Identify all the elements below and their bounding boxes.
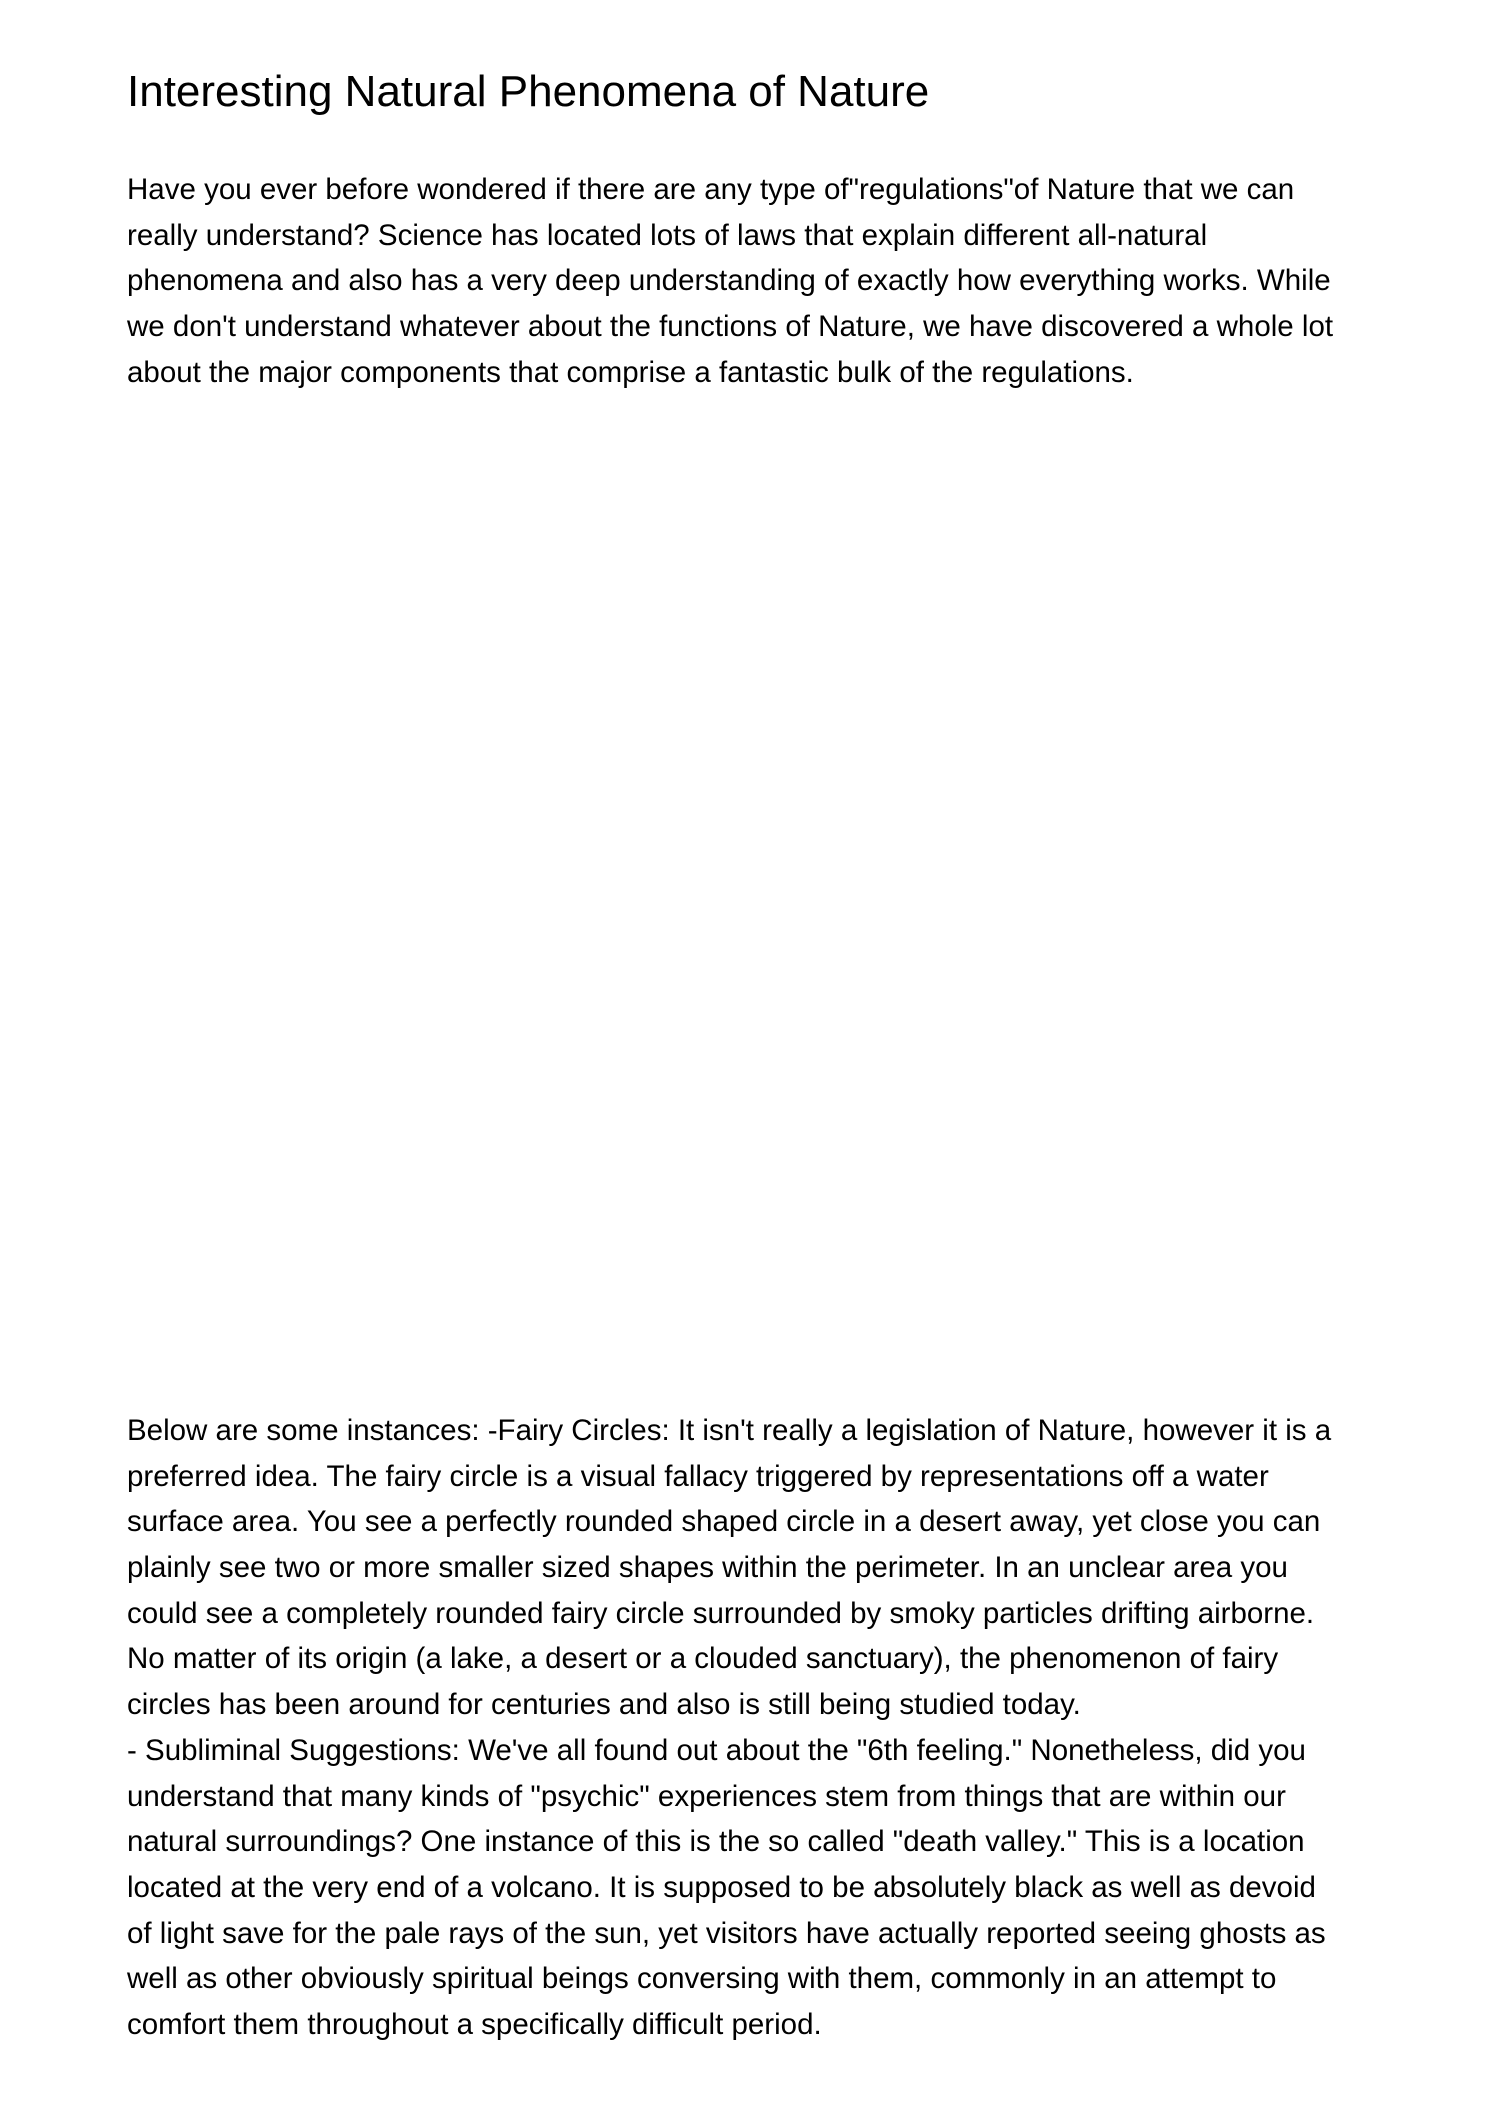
text-line: plainly see two or more smaller sized shapes within the perimeter. In an unclear area you — [127, 1551, 1288, 1585]
text-line: - Subliminal Suggestions: We've all found out about the "6th feeling." Nonetheless, did you — [127, 1733, 1306, 1767]
text-line: Have you ever before wondered if there are any type of"regulations"of Nature that we can — [127, 173, 1295, 206]
text-line: circles has been around for centuries and also is still being studied today. — [127, 1688, 1081, 1722]
text-line: of light save for the pale rays of the sun, yet visitors have actually reported seeing ghosts as — [127, 1916, 1326, 1950]
text-line: about the major components that comprise a fantastic bulk of the regulations. — [127, 355, 1134, 389]
text-line: located at the very end of a volcano. It is supposed to be absolutely black as well as devoid — [127, 1870, 1316, 1904]
intro-paragraph — [127, 167, 1427, 395]
examples-paragraph — [127, 1408, 1427, 2048]
text-line: could see a completely rounded fairy circle surrounded by smoky particles drifting airborne. — [127, 1596, 1315, 1630]
text-line: we don't understand whatever about the functions of Nature, we have discovered a whole lot — [127, 310, 1334, 344]
text-line: comfort them throughout a specifically difficult period. — [127, 2007, 822, 2041]
text-line: No matter of its origin (a lake, a desert or a clouded sanctuary), the phenomenon of fairy — [127, 1642, 1279, 1676]
page-title: Interesting Natural Phenomena of Nature — [127, 67, 930, 116]
text-line: phenomena and also has a very deep understanding of exactly how everything works. While — [127, 264, 1331, 298]
text-line: natural surroundings? One instance of this is the so called "death valley." This is a location — [127, 1825, 1305, 1859]
text-line: well as other obviously spiritual beings conversing with them, commonly in an attempt to — [127, 1962, 1277, 1996]
text-line: really understand? Science has located lots of laws that explain different all-natural — [127, 218, 1208, 252]
text-line: preferred idea. The fairy circle is a visual fallacy triggered by representations off a water — [127, 1459, 1269, 1493]
text-line: Below are some instances: -Fairy Circles: It isn't really a legislation of Nature, however it is a — [127, 1414, 1332, 1447]
text-line: understand that many kinds of "psychic" experiences stem from things that are within our — [127, 1779, 1286, 1813]
text-line: surface area. You see a perfectly rounded shaped circle in a desert away, yet close you can — [127, 1505, 1321, 1539]
